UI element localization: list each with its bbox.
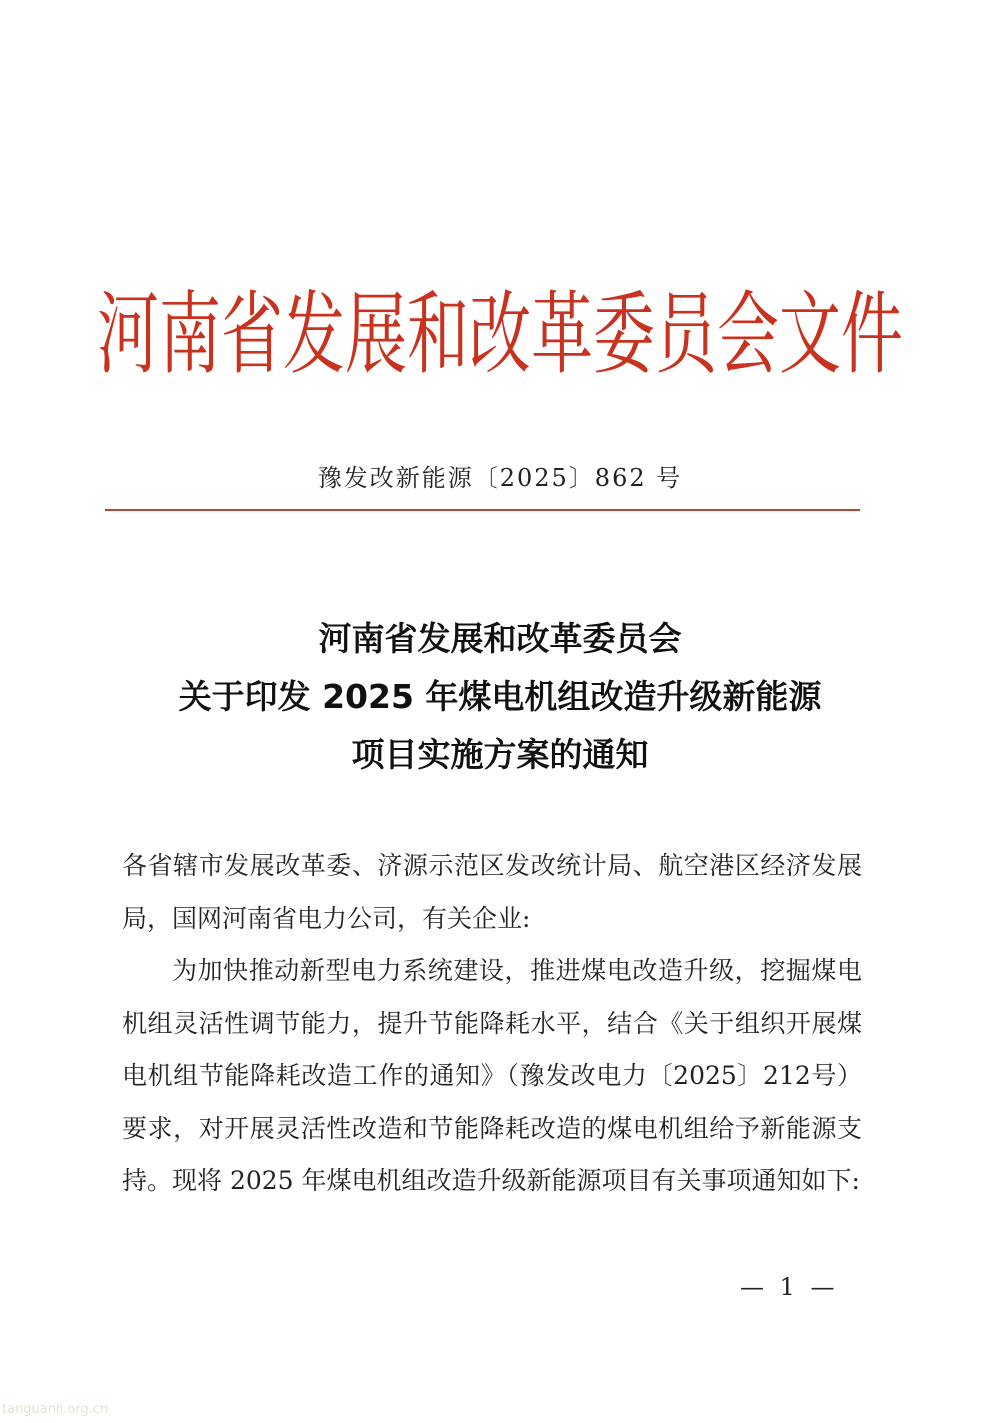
document-body — [122, 840, 862, 1208]
body-paragraph: 为加快推动新型电力系统建设，推进煤电改造升级，挖掘煤电机组灵活性调节能力，提升节能降耗水平，结合《关于组织开展煤电机组节能降耗改造工作的通知》（豫发改电力〔2025〕212号）要求，对开展灵活性改造和节能降耗改造的煤电机组给予新能源支持。现将 2025 年煤电机组改造升级新能源项目有关事项通知如下: — [122, 956, 862, 1195]
page-number: — 1 — — [740, 1273, 839, 1301]
title-line-2: 关于印发 2025 年煤电机组改造升级新能源 — [178, 677, 822, 716]
document-title — [0, 610, 1000, 784]
recipients-paragraph: 各省辖市发展改革委、济源示范区发改统计局、航空港区经济发展局，国网河南省电力公司，有关企业: — [122, 851, 862, 933]
watermark: tanguanli.org.cn — [2, 1402, 109, 1417]
title-line-3: 项目实施方案的通知 — [351, 735, 649, 774]
red-divider-line — [105, 509, 860, 511]
document-number: 豫发改新能源〔2025〕862 号 — [317, 464, 683, 492]
issuing-authority-header: 河南省发展和改革委员会文件 — [96, 280, 903, 387]
title-line-1: 河南省发展和改革委员会 — [318, 619, 682, 658]
